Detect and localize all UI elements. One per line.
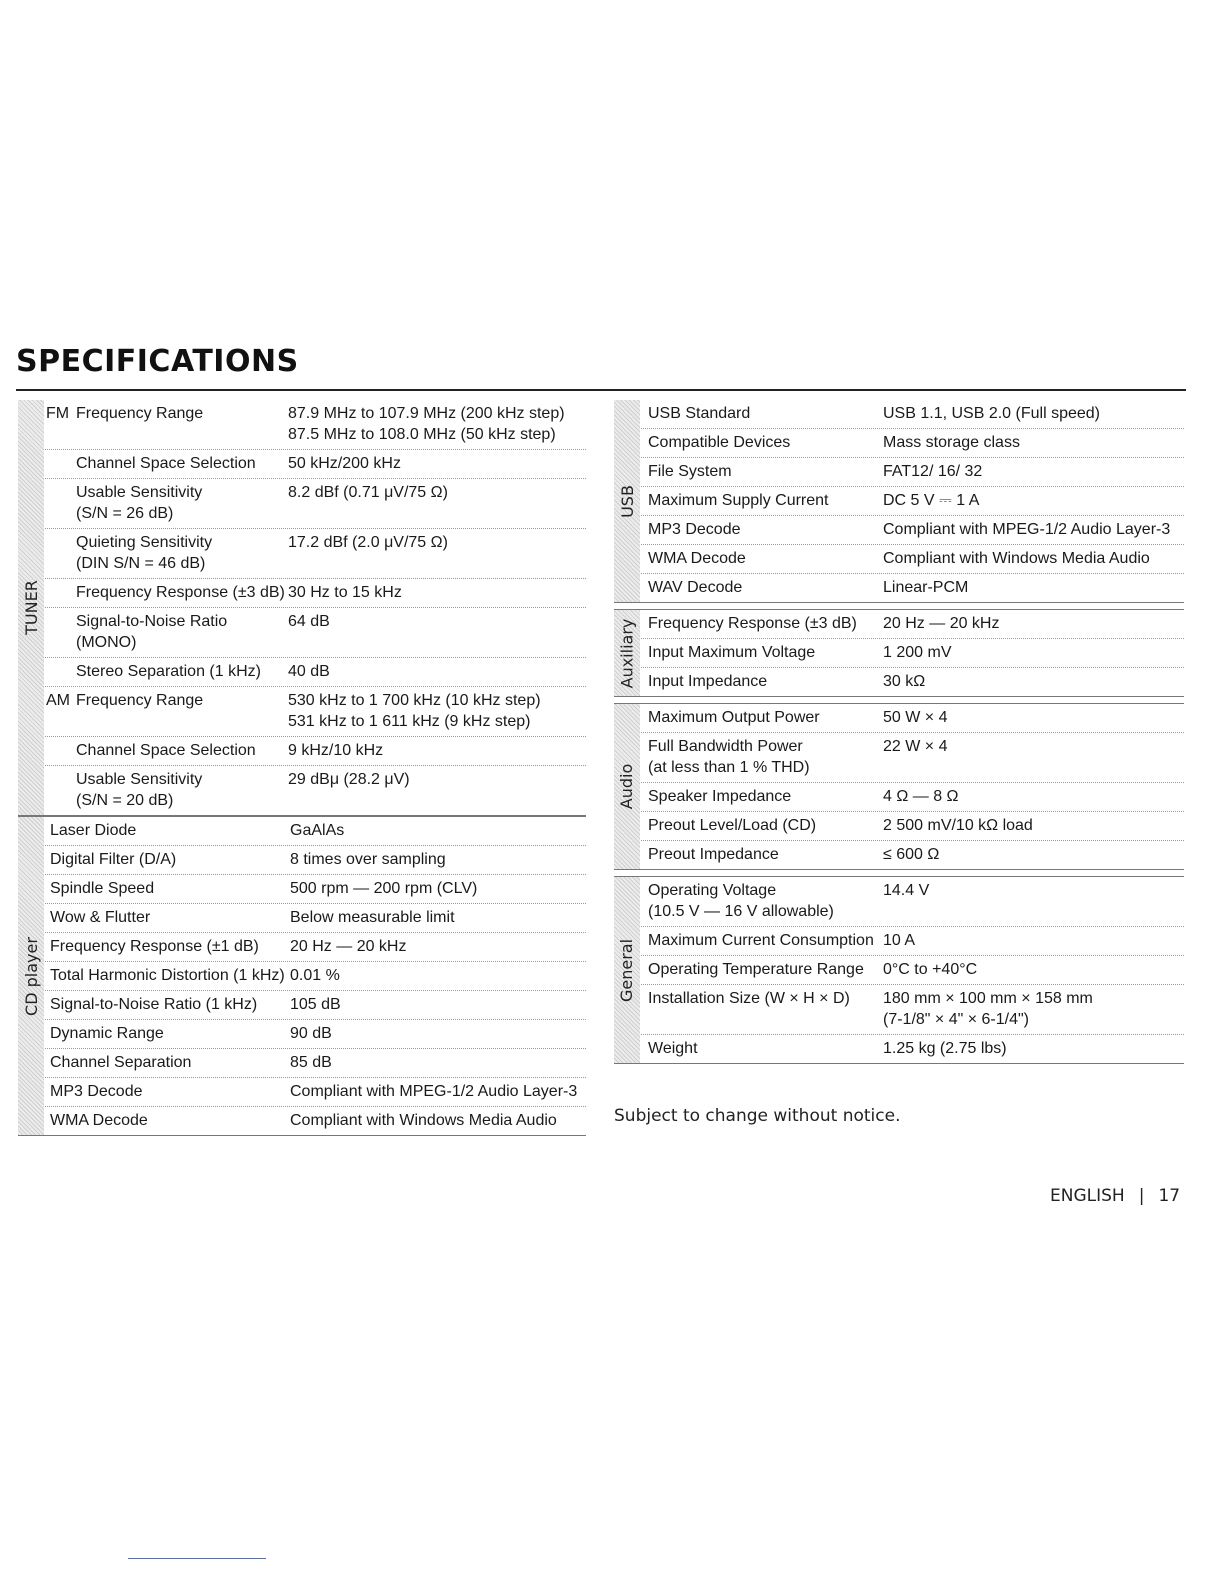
spec-row	[18, 991, 586, 1020]
spec-item: MP3 Decode	[50, 1083, 143, 1100]
spec-row	[614, 400, 1184, 429]
spec-row	[18, 875, 586, 904]
spec-row	[614, 783, 1184, 812]
spec-value: 0.01 %	[290, 967, 340, 984]
spec-item: Signal-to-Noise Ratio (1 kHz)	[50, 996, 258, 1013]
spec-row	[18, 529, 586, 579]
spec-item: Frequency Range	[76, 405, 204, 422]
audio-section	[614, 703, 1184, 870]
spec-row	[614, 704, 1184, 733]
spec-value: ≤ 600 Ω	[883, 846, 940, 863]
spec-value: Compliant with Windows Media Audio	[883, 550, 1150, 567]
spec-row	[614, 927, 1184, 956]
spec-row	[18, 479, 586, 529]
spec-item: Laser Diode	[50, 822, 137, 839]
page-title: SPECIFICATIONS	[16, 344, 299, 379]
spec-item: Full Bandwidth Power (at less than 1 % THD)	[648, 738, 810, 776]
spec-row	[18, 962, 586, 991]
language-label: ENGLISH	[1050, 1186, 1125, 1206]
spec-item: Input Maximum Voltage	[648, 644, 816, 661]
spec-value: 17.2 dBf (2.0 μV/75 Ω)	[288, 534, 448, 551]
spec-value: 2 500 mV/10 kΩ load	[883, 817, 1033, 834]
spec-value: 500 rpm — 200 rpm (CLV)	[290, 880, 478, 897]
auxiliary-section	[614, 609, 1184, 697]
spec-row	[18, 579, 586, 608]
spec-value: 4 Ω — 8 Ω	[883, 788, 959, 805]
usb-section	[614, 400, 1184, 603]
spec-value: 30 kΩ	[883, 673, 926, 690]
spec-item: Operating Voltage (10.5 V — 16 V allowable)	[648, 882, 834, 920]
spec-value: 14.4 V	[883, 882, 930, 899]
spec-item: Maximum Current Consumption	[648, 932, 874, 949]
spec-value: 105 dB	[290, 996, 341, 1013]
spec-item: Frequency Range	[76, 692, 204, 709]
spec-item: Channel Space Selection	[76, 742, 256, 759]
spec-value: Linear-PCM	[883, 579, 969, 596]
spec-value: 20 Hz — 20 kHz	[290, 938, 407, 955]
cd-player-tab-label: CD player	[21, 936, 41, 1016]
tuner-section	[18, 400, 586, 816]
spec-row	[614, 516, 1184, 545]
spec-row	[18, 1078, 586, 1107]
spec-item: Quieting Sensitivity (DIN S/N = 46 dB)	[76, 534, 213, 572]
spec-value: 0°C to +40°C	[883, 961, 978, 978]
spec-value: 64 dB	[288, 613, 330, 630]
cd-player-section	[18, 816, 586, 1136]
spec-value: 40 dB	[288, 663, 330, 680]
page-footer	[1050, 1186, 1180, 1206]
spec-row	[614, 668, 1184, 696]
spec-row	[614, 877, 1184, 927]
decorative-rule	[128, 1558, 266, 1559]
spec-row	[18, 846, 586, 875]
spec-row	[18, 400, 586, 450]
tuner-tab-label: TUNER	[21, 580, 41, 635]
spec-item: Weight	[648, 1040, 698, 1057]
spec-row	[614, 545, 1184, 574]
left-column	[18, 400, 586, 1136]
spec-value: 87.9 MHz to 107.9 MHz (200 kHz step) 87.5 MHz to 108.0 MHz (50 kHz step)	[288, 405, 565, 443]
spec-value: 50 kHz/200 kHz	[288, 455, 401, 472]
spec-row	[18, 658, 586, 687]
spec-row	[18, 450, 586, 479]
spec-value: 10 A	[883, 932, 916, 949]
spec-value: 85 dB	[290, 1054, 332, 1071]
spec-row	[614, 574, 1184, 602]
footer-separator: |	[1138, 1186, 1145, 1206]
spec-item: Frequency Response (±1 dB)	[50, 938, 259, 955]
spec-value: 20 Hz — 20 kHz	[883, 615, 1000, 632]
spec-row	[18, 904, 586, 933]
spec-item: Installation Size (W × H × D)	[648, 990, 850, 1007]
spec-row	[614, 1035, 1184, 1063]
spec-value: 29 dBμ (28.2 μV)	[288, 771, 410, 788]
spec-value: GaAlAs	[290, 822, 345, 839]
spec-row	[614, 841, 1184, 869]
spec-value: 50 W × 4	[883, 709, 948, 726]
general-section	[614, 876, 1184, 1064]
spec-row	[18, 817, 586, 846]
spec-item: Speaker Impedance	[648, 788, 792, 805]
spec-row	[614, 812, 1184, 841]
spec-row	[614, 985, 1184, 1035]
spec-value: Mass storage class	[883, 434, 1020, 451]
spec-item: Compatible Devices	[648, 434, 791, 451]
spec-value: 30 Hz to 15 kHz	[288, 584, 402, 601]
spec-value: 22 W × 4	[883, 738, 948, 755]
spec-value: 180 mm × 100 mm × 158 mm (7-1/8" × 4" × 6-1/4")	[883, 990, 1093, 1028]
title-divider	[16, 389, 1186, 391]
spec-item: WMA Decode	[648, 550, 746, 567]
spec-item: Dynamic Range	[50, 1025, 164, 1042]
spec-value: DC 5 V ⎓ 1 A	[883, 492, 980, 509]
spec-row	[18, 1020, 586, 1049]
spec-item: Input Impedance	[648, 673, 768, 690]
spec-value: 1 200 mV	[883, 644, 952, 661]
spec-value: Compliant with MPEG-1/2 Audio Layer-3	[290, 1083, 578, 1100]
spec-row	[614, 956, 1184, 985]
band-label: AM	[46, 692, 70, 709]
spec-row	[18, 608, 586, 658]
spec-item: Operating Temperature Range	[648, 961, 864, 978]
spec-item: USB Standard	[648, 405, 751, 422]
spec-item: Maximum Output Power	[648, 709, 820, 726]
band-label: FM	[46, 405, 70, 422]
spec-item: Channel Separation	[50, 1054, 192, 1071]
spec-item: Frequency Response (±3 dB)	[76, 584, 285, 601]
spec-row	[614, 429, 1184, 458]
spec-value: 530 kHz to 1 700 kHz (10 kHz step) 531 kHz to 1 611 kHz (9 kHz step)	[288, 692, 541, 730]
audio-tab-label: Audio	[617, 763, 637, 810]
spec-item: Maximum Supply Current	[648, 492, 829, 509]
spec-item: Usable Sensitivity (S/N = 26 dB)	[76, 484, 203, 522]
spec-row	[18, 766, 586, 815]
spec-item: Channel Space Selection	[76, 455, 256, 472]
spec-item: Usable Sensitivity (S/N = 20 dB)	[76, 771, 203, 809]
spec-row	[614, 639, 1184, 668]
spec-value: 8.2 dBf (0.71 μV/75 Ω)	[288, 484, 448, 501]
usb-tab-label: USB	[617, 484, 637, 518]
spec-value: 9 kHz/10 kHz	[288, 742, 384, 759]
spec-row	[18, 1049, 586, 1078]
spec-row	[18, 687, 586, 737]
page-number: 17	[1158, 1186, 1181, 1206]
spec-row	[614, 458, 1184, 487]
spec-row	[18, 933, 586, 962]
change-notice: Subject to change without notice.	[614, 1106, 901, 1126]
spec-row	[614, 610, 1184, 639]
spec-item: MP3 Decode	[648, 521, 741, 538]
spec-item: Frequency Response (±3 dB)	[648, 615, 857, 632]
spec-value: 90 dB	[290, 1025, 332, 1042]
spec-item: Wow & Flutter	[50, 909, 151, 926]
general-tab-label: General	[617, 938, 637, 1002]
spec-item: WMA Decode	[50, 1112, 148, 1129]
spec-value: Compliant with MPEG-1/2 Audio Layer-3	[883, 521, 1171, 538]
auxiliary-tab-label: Auxiliary	[617, 618, 637, 688]
spec-item: Spindle Speed	[50, 880, 155, 897]
spec-value: FAT12/ 16/ 32	[883, 463, 983, 480]
spec-value: USB 1.1, USB 2.0 (Full speed)	[883, 405, 1100, 422]
spec-item: Digital Filter (D/A)	[50, 851, 177, 868]
spec-item: Preout Level/Load (CD)	[648, 817, 817, 834]
spec-value: Compliant with Windows Media Audio	[290, 1112, 557, 1129]
spec-row	[18, 1107, 586, 1135]
spec-value: Below measurable limit	[290, 909, 455, 926]
spec-row	[614, 733, 1184, 783]
spec-row	[18, 737, 586, 766]
right-column	[614, 400, 1184, 1064]
spec-item: Signal-to-Noise Ratio (MONO)	[76, 613, 228, 651]
spec-value: 1.25 kg (2.75 lbs)	[883, 1040, 1007, 1057]
spec-item: Preout Impedance	[648, 846, 779, 863]
spec-item: Total Harmonic Distortion (1 kHz)	[50, 967, 285, 984]
spec-item: File System	[648, 463, 732, 480]
spec-item: WAV Decode	[648, 579, 743, 596]
spec-item: Stereo Separation (1 kHz)	[76, 663, 261, 680]
spec-value: 8 times over sampling	[290, 851, 446, 868]
spec-row	[614, 484, 1184, 518]
